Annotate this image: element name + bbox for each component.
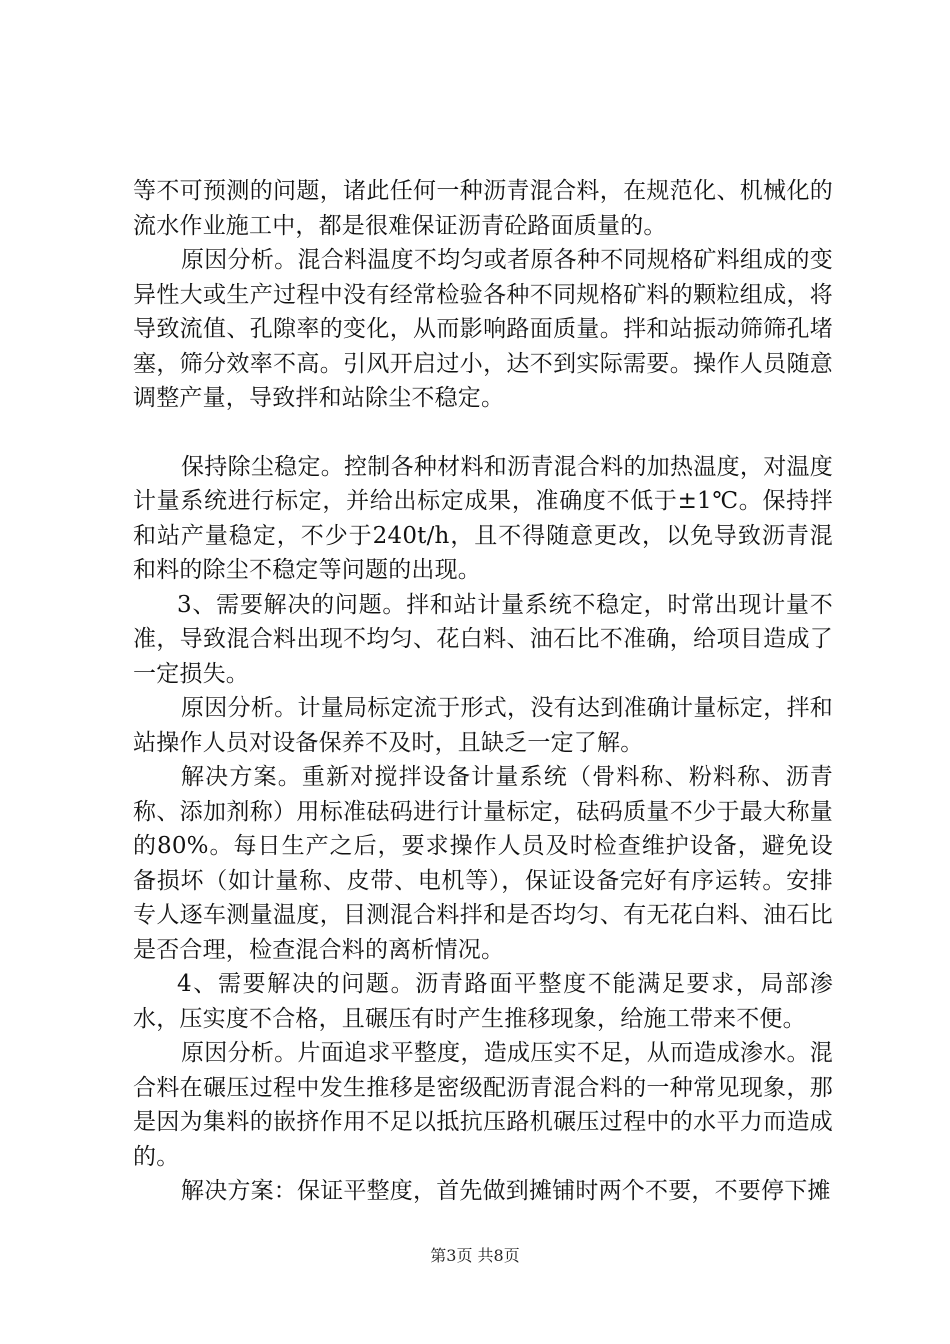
page-footer	[0, 1245, 950, 1267]
paragraph-solution-3: 解决方案。重新对搅拌设备计量系统（骨料称、粉料称、沥青称、添加剂称）用标准砝码进行计量标定，砝码质量不少于最大称量的80%。每日生产之后，要求操作人员及时检查维护设备，避免设备损坏（如计量称、皮带、电机等），保证设备完好有序运转。安排专人逐车测量温度，目测混合料拌和是否均匀、有无花白料、油石比是否合理，检查混合料的离析情况。	[133, 764, 833, 963]
page-number-label: 第3页 共8页	[430, 1246, 520, 1265]
paragraph-dust-stability: 保持除尘稳定。控制各种材料和沥青混合料的加热温度，对温度计量系统进行标定，并给出标定成果，准确度不低于±1℃。保持拌和站产量稳定，不少于240t/h，且不得随意更改，以免导致沥青混和料的除尘不稳定等问题的出现。	[133, 453, 833, 583]
paragraph-continuation: 等不可预测的问题，诸此任何一种沥青混合料，在规范化、机械化的流水作业施工中，都是很难保证沥青砼路面质量的。	[133, 178, 833, 239]
paragraph-problem-3: 3、需要解决的问题。拌和站计量系统不稳定，时常出现计量不准，导致混合料出现不均匀、花白料、油石比不准确，给项目造成了一定损失。	[133, 591, 833, 687]
document-body	[133, 174, 833, 1209]
paragraph-solution-4: 解决方案：保证平整度，首先做到摊铺时两个不要，不要停下摊	[181, 1178, 831, 1204]
paragraph-cause-analysis-3: 原因分析。计量局标定流于形式，没有达到准确计量标定，拌和站操作人员对设备保养不及时，且缺乏一定了解。	[133, 695, 833, 756]
paragraph-problem-4: 4、需要解决的问题。沥青路面平整度不能满足要求，局部渗水，压实度不合格，且碾压有时产生推移现象，给施工带来不便。	[133, 971, 833, 1032]
paragraph-cause-analysis-4: 原因分析。片面追求平整度，造成压实不足，从而造成渗水。混合料在碾压过程中发生推移是密级配沥青混合料的一种常见现象，那是因为集料的嵌挤作用不足以抵抗压路机碾压过程中的水平力而造成的。	[133, 1040, 833, 1170]
paragraph-cause-analysis-1: 原因分析。混合料温度不均匀或者原各种不同规格矿料组成的变异性大或生产过程中没有经常检验各种不同规格矿料的颗粒组成，将导致流值、孔隙率的变化，从而影响路面质量。拌和站振动筛筛孔堵塞，筛分效率不高。引风开启过小，达不到实际需要。操作人员随意调整产量，导致拌和站除尘不稳定。	[133, 247, 833, 411]
